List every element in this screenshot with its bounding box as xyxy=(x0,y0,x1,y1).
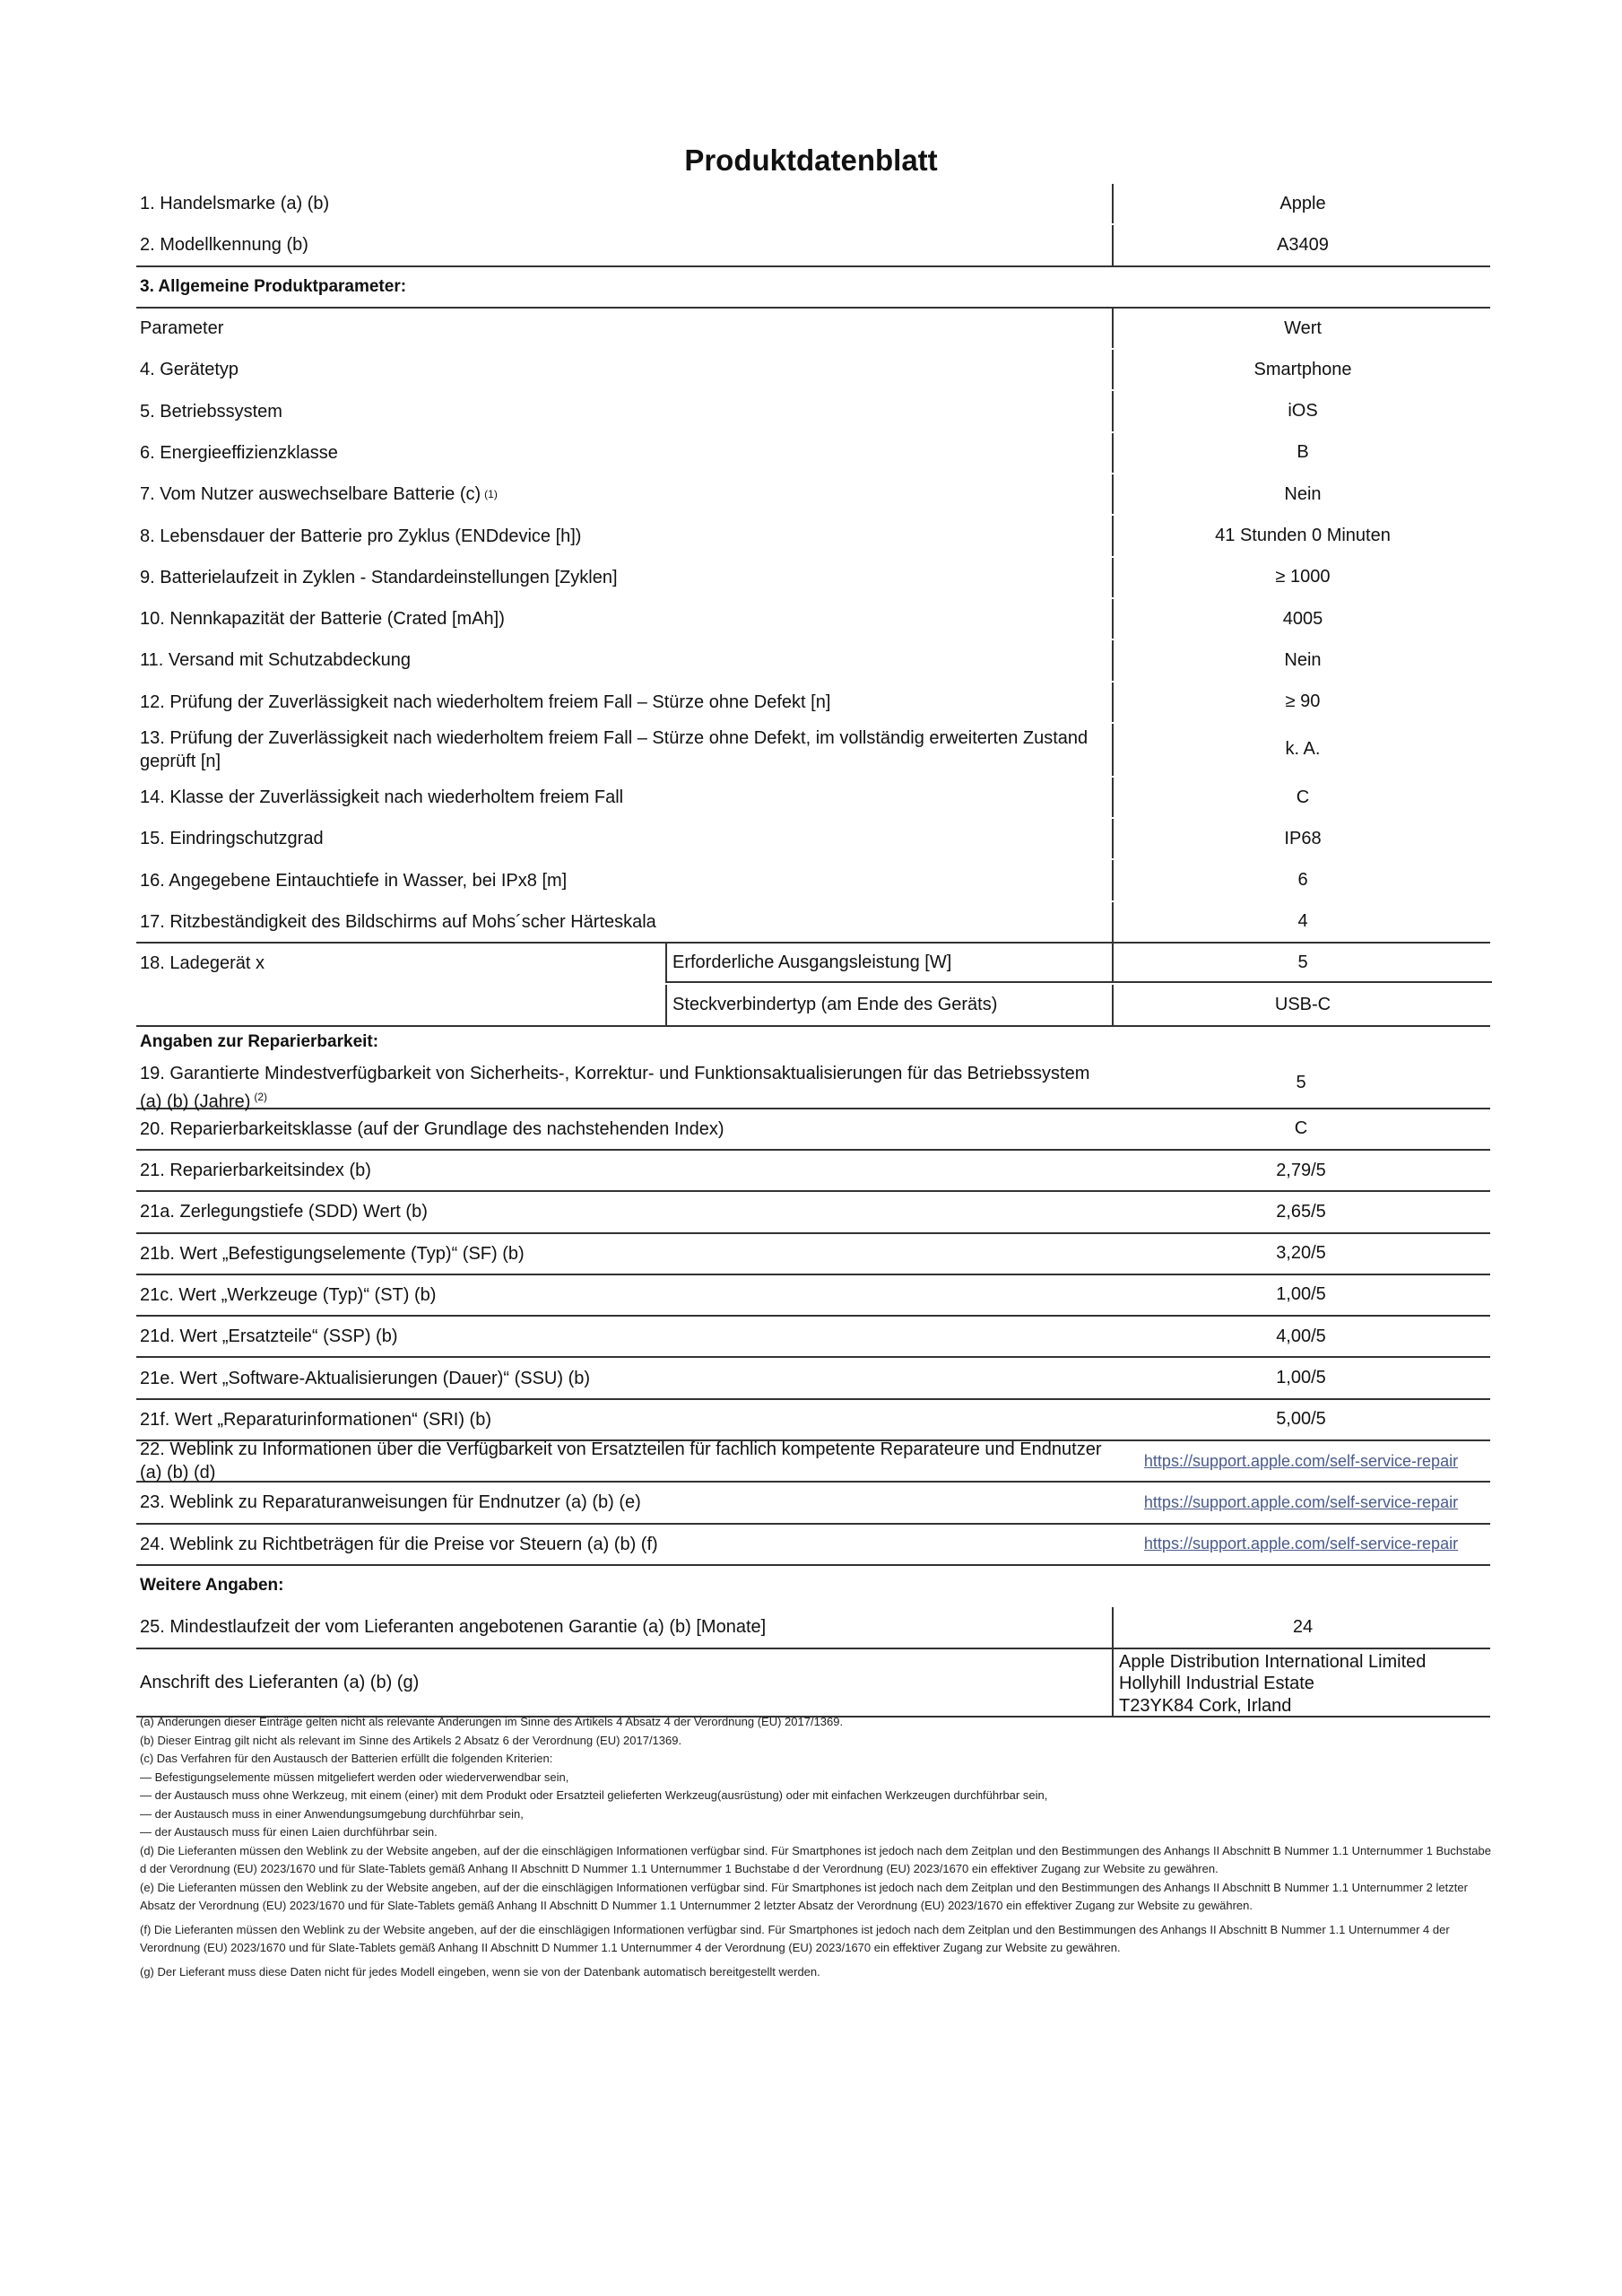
row-label xyxy=(140,474,1105,514)
row-value: 4005 xyxy=(1112,599,1492,639)
row-value: 5,00/5 xyxy=(1276,1409,1326,1430)
charger-subparam: Steckverbindertyp (am Ende des Geräts) xyxy=(665,985,1112,1024)
footnote: (d) Die Lieferanten müssen den Weblink zu der Website angeben, auf der die einschlägigen Informationen verfügbar sind. Für Smartphones ist jedoch nach dem Zeitplan und den Bestimmungen des Anhangs II Abschnitt B Nummer 1.1 Unternummer 1 Buchstabe d der Verordnung (EU) 2023/1670 und für Slate-Tablets gemäß Anhang II Abschnitt D Nummer 1.1 Unternummer 1 Buchstabe d der Verordnung (EU) 2023/1670 ein effektiver Zugang zur Website zu gewähren. xyxy=(140,1843,1491,1875)
row-scratch-resistance xyxy=(136,902,1490,944)
row-label: 14. Klasse der Zuverlässigkeit nach wiederholtem freiem Fall xyxy=(140,787,624,807)
row-software-updates xyxy=(136,1358,1490,1399)
row-os-updates xyxy=(136,1059,1490,1112)
row-value xyxy=(1112,1441,1490,1481)
footnote: (g) Der Lieferant muss diese Daten nicht für jedes Modell eingeben, wenn sie von der Datenbank automatisch bereitgestellt werden. xyxy=(140,1964,820,1979)
footnote: (e) Die Lieferanten müssen den Weblink zu der Website angeben, auf der die einschlägigen Informationen verfügbar sind. Für Smartphones ist jedoch nach dem Zeitplan und den Bestimmungen des Anhangs II Abschnitt B Nummer 1.1 Unternummer 2 letzter Absatz der Verordnung (EU) 2023/1670 und für Slate-Tablets gemäß Anhang II Abschnitt D Nummer 1.1 Unternummer 2 letzter Absatz der Verordnung (EU) 2023/1670 ein effektiver Zugang zur Website zu gewähren. xyxy=(140,1880,1468,1912)
row-energy-class xyxy=(136,433,1490,474)
row-replaceable-battery xyxy=(136,474,1490,516)
row-label: 10. Nennkapazität der Batterie (Crated [mAh]) xyxy=(140,609,505,630)
column-header-value: Wert xyxy=(1112,309,1492,348)
row-label: 13. Prüfung der Zuverlässigkeit nach wiederholtem freiem Fall – Stürze ohne Defekt, im vollständig erweiterten Zustand geprüft [n] xyxy=(140,727,1089,771)
row-repair-info xyxy=(136,1400,1490,1441)
row-value: ≥ 1000 xyxy=(1112,558,1492,597)
row-os xyxy=(136,391,1490,432)
row-value: iOS xyxy=(1112,391,1492,430)
row-value: 5 xyxy=(1296,1073,1306,1093)
row-label: 20. Reparierbarkeitsklasse (auf der Grundlage des nachstehenden Index) xyxy=(140,1118,724,1139)
footnote: (a) Änderungen dieser Einträge gelten nicht als relevante Änderungen im Sinne des Artikels 4 Absatz 4 der Verordnung (EU) 2017/1369. xyxy=(140,1715,844,1728)
section-general-parameters xyxy=(136,267,1490,309)
footnote: (f) Die Lieferanten müssen den Weblink zu der Website angeben, auf der die einschlägigen Informationen verfügbar sind. Für Smartphones ist jedoch nach dem Zeitplan und den Bestimmungen des Anhangs II Abschnitt B Nummer 1.1 Unternummer 4 der Verordnung (EU) 2023/1670 und für Slate-Tablets gemäß Anhang II Abschnitt D Nummer 1.1 Unternummer 4 der Verordnung (EU) 2023/1670 ein effektiver Zugang zur Website zu gewähren. xyxy=(140,1922,1450,1954)
row-header xyxy=(136,309,1490,350)
footnote-marker: (1) xyxy=(484,488,498,501)
row-label-text: 19. Garantierte Mindestverfügbarkeit von Sicherheits-, Korrektur- und Funktionsaktualisierungen für das Betriebssystem (a) (b) (Jahre) xyxy=(140,1063,1090,1112)
row-value: C xyxy=(1294,1118,1308,1139)
section-further-info xyxy=(136,1566,1490,1607)
row-label: 25. Mindestlaufzeit der vom Lieferanten angebotenen Garantie (a) (b) [Monate] xyxy=(140,1617,767,1638)
row-value: 24 xyxy=(1112,1607,1492,1647)
row-value: Smartphone xyxy=(1112,350,1492,389)
footnote: (c) Das Verfahren für den Austausch der Batterien erfüllt die folgenden Kriterien: xyxy=(140,1752,553,1765)
row-label: 18. Ladegerät x xyxy=(140,953,265,974)
row-label: 4. Gerätetyp xyxy=(140,360,239,380)
repair-instructions-link[interactable]: https://support.apple.com/self-service-repair xyxy=(1143,1492,1459,1511)
row-spare-parts-link xyxy=(136,1441,1490,1483)
row-value: 3,20/5 xyxy=(1276,1243,1326,1264)
row-label: 5. Betriebssystem xyxy=(140,401,282,422)
row-label xyxy=(140,1059,1105,1112)
row-label: 6. Energieeffizienzklasse xyxy=(140,442,338,463)
footnote: — der Austausch muss ohne Werkzeug, mit einem (einer) mit dem Produkt oder Ersatzteil gelieferten Werkzeug(ausrüstung) oder mit einfachen Werkzeugen durchführbar sein, xyxy=(140,1788,1048,1802)
row-value: 6 xyxy=(1112,860,1492,900)
row-value: 1,00/5 xyxy=(1276,1368,1326,1388)
row-value: ≥ 90 xyxy=(1112,683,1492,722)
section-repairability xyxy=(136,1027,1490,1059)
row-value: 2,79/5 xyxy=(1276,1160,1326,1180)
row-value: IP68 xyxy=(1112,819,1492,858)
row-battery-cycles xyxy=(136,558,1490,599)
row-repairability-class xyxy=(136,1109,1490,1151)
section-heading: Angaben zur Reparierbarkeit: xyxy=(140,1031,379,1051)
row-value xyxy=(1112,1483,1490,1522)
row-value: Apple xyxy=(1112,184,1492,223)
row-label-text: 7. Vom Nutzer auswechselbare Batterie (c) xyxy=(140,484,481,505)
row-charger-connector xyxy=(136,985,1490,1026)
row-label: 21. Reparierbarkeitsindex (b) xyxy=(140,1161,371,1181)
row-value: k. A. xyxy=(1112,724,1492,776)
row-label: 15. Eindringschutzgrad xyxy=(140,829,324,849)
row-trademark xyxy=(136,184,1490,225)
row-label: 23. Weblink zu Reparaturanweisungen für Endnutzer (a) (b) (e) xyxy=(140,1492,641,1513)
row-value: USB-C xyxy=(1112,985,1492,1024)
row-model-id xyxy=(136,225,1490,266)
row-label: 21b. Wert „Befestigungselemente (Typ)“ (SF) (b) xyxy=(140,1243,525,1264)
row-value: A3409 xyxy=(1112,225,1492,265)
row-value: C xyxy=(1112,778,1492,817)
row-protective-cover xyxy=(136,640,1490,682)
price-link[interactable]: https://support.apple.com/self-service-repair xyxy=(1143,1535,1459,1553)
row-immersion-depth xyxy=(136,860,1490,901)
row-value: B xyxy=(1112,433,1492,473)
section-heading: Weitere Angaben: xyxy=(140,1576,284,1596)
footnote: — Befestigungselemente müssen mitgeliefert werden oder wiederverwendbar sein, xyxy=(140,1770,569,1784)
row-battery-endurance xyxy=(136,516,1490,557)
row-supplier-address xyxy=(136,1649,1490,1718)
address-line: Apple Distribution International Limited xyxy=(1119,1651,1427,1672)
row-disassembly-depth xyxy=(136,1192,1490,1233)
row-value: Nein xyxy=(1112,640,1492,680)
row-label: Anschrift des Lieferanten (a) (b) (g) xyxy=(140,1672,420,1692)
charger-subparam: Erforderliche Ausgangsleistung [W] xyxy=(665,944,1112,983)
row-value: 4,00/5 xyxy=(1276,1326,1326,1346)
spare-parts-link[interactable]: https://support.apple.com/self-service-repair xyxy=(1143,1451,1459,1470)
row-value: 4 xyxy=(1112,902,1492,942)
row-spare-parts xyxy=(136,1317,1490,1358)
row-label: 1. Handelsmarke (a) (b) xyxy=(140,194,330,214)
section-heading: 3. Allgemeine Produktparameter: xyxy=(140,276,407,296)
footnotes xyxy=(140,1713,1494,1981)
row-value: 2,65/5 xyxy=(1276,1201,1326,1222)
footnote: — der Austausch muss in einer Anwendungsumgebung durchführbar sein, xyxy=(140,1806,524,1821)
row-value xyxy=(1112,1525,1490,1564)
address-line: Hollyhill Industrial Estate xyxy=(1119,1674,1314,1693)
footnote-marker: (2) xyxy=(254,1090,268,1103)
row-price-link xyxy=(136,1525,1490,1566)
row-label: 16. Angegebene Eintauchtiefe in Wasser, bei IPx8 [m] xyxy=(140,870,568,891)
row-label: 12. Prüfung der Zuverlässigkeit nach wiederholtem freiem Fall – Stürze ohne Defekt [n] xyxy=(140,691,831,712)
row-ingress-protection xyxy=(136,819,1490,860)
row-value: 5 xyxy=(1112,944,1492,983)
address-line: T23YK84 Cork, Irland xyxy=(1119,1695,1292,1716)
footnote: — der Austausch muss für einen Laien durchführbar sein. xyxy=(140,1825,438,1839)
row-warranty xyxy=(136,1607,1490,1648)
row-drop-test xyxy=(136,683,1490,724)
row-label: 24. Weblink zu Richtbeträgen für die Preise vor Steuern (a) (b) (f) xyxy=(140,1534,658,1554)
row-drop-class xyxy=(136,778,1490,819)
row-tools xyxy=(136,1275,1490,1317)
row-label: 2. Modellkennung (b) xyxy=(140,235,308,256)
row-label: 21a. Zerlegungstiefe (SDD) Wert (b) xyxy=(140,1202,428,1222)
row-label: 21c. Wert „Werkzeuge (Typ)“ (ST) (b) xyxy=(140,1284,437,1305)
page-title: Produktdatenblatt xyxy=(684,144,938,177)
row-label: 8. Lebensdauer der Batterie pro Zyklus (ENDdevice [h]) xyxy=(140,526,582,546)
row-label: 17. Ritzbeständigkeit des Bildschirms auf Mohs´scher Härteskala xyxy=(140,911,656,932)
row-fasteners xyxy=(136,1234,1490,1275)
row-repairability-index xyxy=(136,1151,1490,1192)
row-value: 41 Stunden 0 Minuten xyxy=(1112,516,1492,555)
row-label: 9. Batterielaufzeit in Zyklen - Standardeinstellungen [Zyklen] xyxy=(140,567,618,587)
footnote: (b) Dieser Eintrag gilt nicht als relevant im Sinne des Artikels 2 Absatz 6 der Verordnung (EU) 2017/1369. xyxy=(140,1733,682,1747)
row-value: 1,00/5 xyxy=(1276,1284,1326,1305)
supplier-address xyxy=(1112,1649,1490,1716)
row-battery-capacity xyxy=(136,599,1490,640)
product-data-table xyxy=(136,184,1490,1718)
row-drop-test-unfolded xyxy=(136,724,1490,778)
row-label: 22. Weblink zu Informationen über die Verfügbarkeit von Ersatzteilen für fachlich kompetente Reparateure und Endnutzer (a) (b) (d) xyxy=(140,1439,1102,1483)
row-label: 21e. Wert „Software-Aktualisierungen (Dauer)“ (SSU) (b) xyxy=(140,1368,591,1388)
row-label: 21d. Wert „Ersatzteile“ (SSP) (b) xyxy=(140,1326,398,1347)
row-label: 21f. Wert „Reparaturinformationen“ (SRI) (b) xyxy=(140,1409,491,1430)
row-charger-power xyxy=(136,944,1490,985)
row-repair-instructions-link xyxy=(136,1483,1490,1524)
column-header-parameter: Parameter xyxy=(140,318,224,339)
row-device-type xyxy=(136,350,1490,391)
row-value: Nein xyxy=(1112,474,1492,514)
row-label: 11. Versand mit Schutzabdeckung xyxy=(140,650,412,671)
